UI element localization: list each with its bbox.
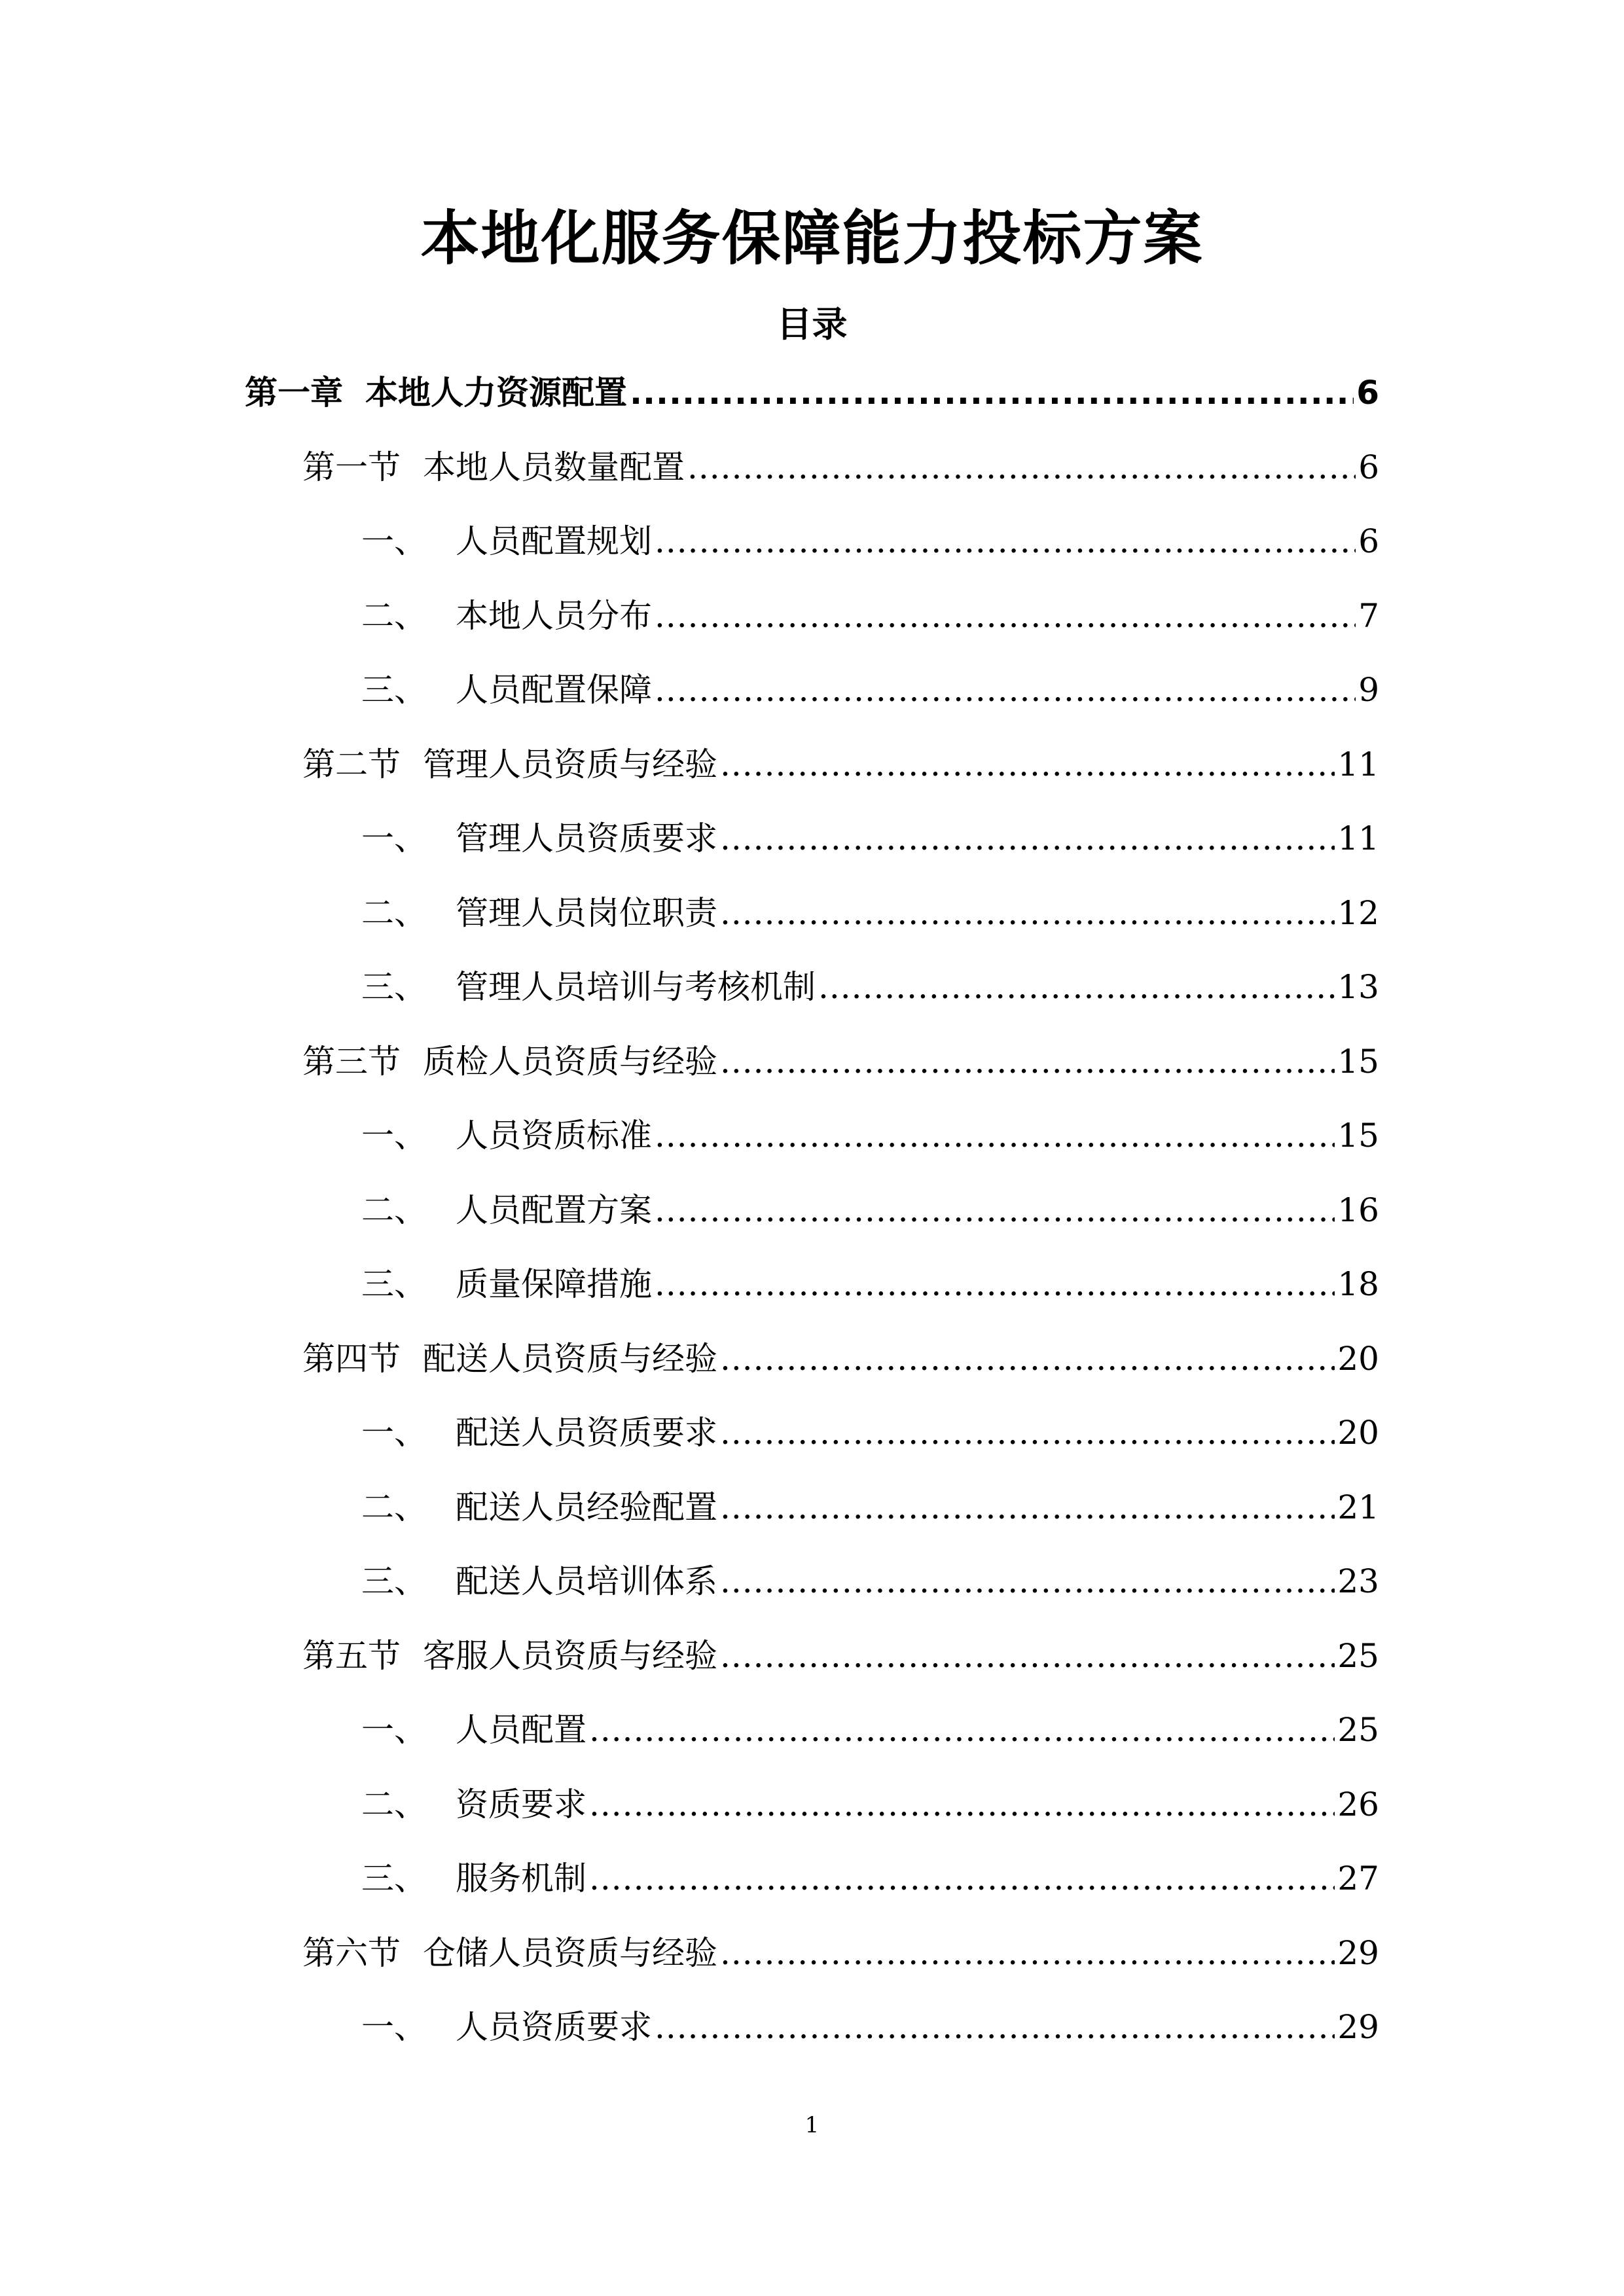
toc-entry-page: 18 bbox=[1337, 1265, 1379, 1303]
toc-entry-subsection[interactable] bbox=[0, 1778, 1624, 1853]
toc-entry-page: 15 bbox=[1337, 1117, 1379, 1155]
toc-entry-title: 人员配置 bbox=[456, 1711, 586, 1749]
toc-entry-title: 管理人员资质与经验 bbox=[423, 745, 717, 783]
toc-entry-numbering: 第五节 bbox=[302, 1636, 401, 1675]
dot-leader bbox=[720, 1407, 1335, 1459]
toc-entry-page: 20 bbox=[1337, 1339, 1379, 1378]
toc-entry-title: 客服人员资质与经验 bbox=[423, 1636, 717, 1675]
toc-entry-page: 29 bbox=[1337, 1933, 1379, 1972]
toc-entry-page: 9 bbox=[1358, 671, 1379, 709]
toc-entry-numbering: 一、 bbox=[361, 819, 427, 857]
toc-entry-title: 配送人员培训体系 bbox=[456, 1562, 717, 1600]
toc-entry-numbering: 一、 bbox=[361, 1414, 427, 1452]
toc-entry-title: 资质要求 bbox=[456, 1785, 586, 1823]
document-title: 本地化服务保障能力投标方案 bbox=[420, 204, 1204, 273]
toc-entry-section-6[interactable] bbox=[0, 1927, 1624, 2001]
toc-heading: 目录 bbox=[776, 304, 848, 345]
dot-leader bbox=[720, 1481, 1335, 1534]
toc-entry-title: 本地人员分布 bbox=[456, 596, 652, 635]
dot-leader bbox=[655, 1258, 1335, 1310]
toc-entry-title: 本地人员数量配置 bbox=[423, 448, 685, 486]
toc-entry-title: 配送人员经验配置 bbox=[456, 1488, 717, 1526]
toc-entry-numbering: 一、 bbox=[361, 1711, 427, 1749]
toc-entry-page: 16 bbox=[1337, 1191, 1379, 1229]
toc-entry-title: 服务机制 bbox=[456, 1859, 586, 1897]
dot-leader bbox=[655, 590, 1356, 642]
toc-entry-title: 仓储人员资质与经验 bbox=[423, 1933, 717, 1972]
toc-entry-subsection[interactable] bbox=[0, 1109, 1624, 1184]
toc-entry-subsection[interactable] bbox=[0, 1852, 1624, 1927]
dot-leader bbox=[655, 1184, 1335, 1236]
dot-leader bbox=[655, 1109, 1335, 1162]
toc-entry-chapter-1[interactable] bbox=[0, 367, 1624, 441]
toc-entry-numbering: 二、 bbox=[361, 1785, 427, 1823]
dot-leader bbox=[589, 1778, 1335, 1831]
toc-entry-numbering: 一、 bbox=[361, 2008, 427, 2046]
dot-leader bbox=[589, 1704, 1335, 1756]
toc-entry-numbering: 第三节 bbox=[302, 1042, 401, 1081]
toc-entry-title: 质检人员资质与经验 bbox=[423, 1042, 717, 1081]
toc-entry-numbering: 三、 bbox=[361, 1562, 427, 1600]
toc-entry-subsection[interactable] bbox=[0, 1481, 1624, 1556]
dot-leader bbox=[720, 812, 1335, 865]
toc-entry-subsection[interactable] bbox=[0, 590, 1624, 664]
dot-leader bbox=[655, 664, 1356, 716]
toc-entry-page: 6 bbox=[1356, 374, 1379, 412]
toc-entry-title: 人员配置保障 bbox=[456, 671, 652, 709]
toc-entry-numbering: 第六节 bbox=[302, 1933, 401, 1972]
toc-entry-numbering: 三、 bbox=[361, 671, 427, 709]
toc-entry-subsection[interactable] bbox=[0, 961, 1624, 1035]
toc-entry-section-2[interactable] bbox=[0, 738, 1624, 813]
toc-entry-numbering: 第二节 bbox=[302, 745, 401, 783]
toc-entry-numbering: 第一节 bbox=[302, 448, 401, 486]
toc-entry-subsection[interactable] bbox=[0, 664, 1624, 738]
toc-entry-section-3[interactable] bbox=[0, 1035, 1624, 1110]
toc-entry-numbering: 一、 bbox=[361, 1117, 427, 1155]
toc-entry-page: 29 bbox=[1337, 2008, 1379, 2046]
toc-entry-page: 25 bbox=[1337, 1636, 1379, 1675]
page-number: 1 bbox=[804, 2112, 820, 2138]
toc-entry-title: 人员配置规划 bbox=[456, 522, 652, 560]
dot-leader bbox=[720, 887, 1335, 939]
dot-leader bbox=[630, 367, 1354, 419]
toc-entry-numbering: 三、 bbox=[361, 1859, 427, 1897]
toc-entry-numbering: 二、 bbox=[361, 1191, 427, 1229]
dot-leader bbox=[720, 1035, 1335, 1088]
toc-entry-subsection[interactable] bbox=[0, 2001, 1624, 2075]
toc-entry-subsection[interactable] bbox=[0, 515, 1624, 590]
toc-entry-numbering: 一、 bbox=[361, 522, 427, 560]
toc-entry-page: 11 bbox=[1337, 819, 1379, 857]
dot-leader bbox=[687, 441, 1356, 493]
dot-leader bbox=[655, 515, 1356, 567]
toc-entry-page: 15 bbox=[1337, 1042, 1379, 1081]
toc-entry-section-4[interactable] bbox=[0, 1333, 1624, 1407]
dot-leader bbox=[720, 1333, 1335, 1385]
toc-entry-title: 人员资质标准 bbox=[456, 1117, 652, 1155]
toc-entry-subsection[interactable] bbox=[0, 887, 1624, 961]
toc-entry-numbering: 二、 bbox=[361, 1488, 427, 1526]
toc-entry-page: 26 bbox=[1337, 1785, 1379, 1823]
toc-entry-title: 本地人力资源配置 bbox=[365, 374, 627, 412]
dot-leader bbox=[720, 1555, 1335, 1607]
table-of-contents bbox=[0, 367, 1624, 2075]
toc-entry-page: 21 bbox=[1337, 1488, 1379, 1526]
toc-entry-numbering: 第四节 bbox=[302, 1339, 401, 1378]
dot-leader bbox=[818, 961, 1335, 1013]
toc-entry-title: 配送人员资质要求 bbox=[456, 1414, 717, 1452]
toc-entry-page: 27 bbox=[1337, 1859, 1379, 1897]
toc-entry-page: 6 bbox=[1358, 448, 1379, 486]
toc-entry-title: 质量保障措施 bbox=[456, 1265, 652, 1303]
toc-entry-title: 配送人员资质与经验 bbox=[423, 1339, 717, 1378]
toc-entry-subsection[interactable] bbox=[0, 812, 1624, 887]
toc-entry-title: 管理人员资质要求 bbox=[456, 819, 717, 857]
toc-entry-subsection[interactable] bbox=[0, 1555, 1624, 1630]
toc-entry-section-5[interactable] bbox=[0, 1630, 1624, 1704]
toc-entry-page: 13 bbox=[1337, 968, 1379, 1006]
toc-entry-numbering: 第一章 bbox=[245, 374, 343, 412]
toc-entry-title: 管理人员岗位职责 bbox=[456, 893, 717, 932]
toc-entry-page: 7 bbox=[1358, 596, 1379, 635]
toc-entry-page: 25 bbox=[1337, 1711, 1379, 1749]
toc-entry-title: 管理人员培训与考核机制 bbox=[456, 968, 816, 1006]
toc-entry-numbering: 三、 bbox=[361, 968, 427, 1006]
dot-leader bbox=[720, 738, 1335, 791]
toc-entry-numbering: 二、 bbox=[361, 596, 427, 635]
dot-leader bbox=[720, 1630, 1335, 1682]
toc-entry-numbering: 二、 bbox=[361, 893, 427, 932]
dot-leader bbox=[720, 1927, 1335, 1979]
toc-entry-subsection[interactable] bbox=[0, 1184, 1624, 1259]
toc-entry-page: 11 bbox=[1337, 745, 1379, 783]
toc-entry-page: 12 bbox=[1337, 893, 1379, 932]
toc-entry-page: 20 bbox=[1337, 1414, 1379, 1452]
dot-leader bbox=[589, 1852, 1335, 1905]
toc-entry-title: 人员资质要求 bbox=[456, 2008, 652, 2046]
toc-entry-numbering: 三、 bbox=[361, 1265, 427, 1303]
toc-entry-section-1[interactable] bbox=[0, 441, 1624, 516]
toc-entry-page: 23 bbox=[1337, 1562, 1379, 1600]
toc-entry-subsection[interactable] bbox=[0, 1407, 1624, 1481]
toc-entry-subsection[interactable] bbox=[0, 1258, 1624, 1333]
dot-leader bbox=[655, 2001, 1335, 2053]
toc-entry-subsection[interactable] bbox=[0, 1704, 1624, 1778]
toc-entry-title: 人员配置方案 bbox=[456, 1191, 652, 1229]
toc-entry-page: 6 bbox=[1358, 522, 1379, 560]
